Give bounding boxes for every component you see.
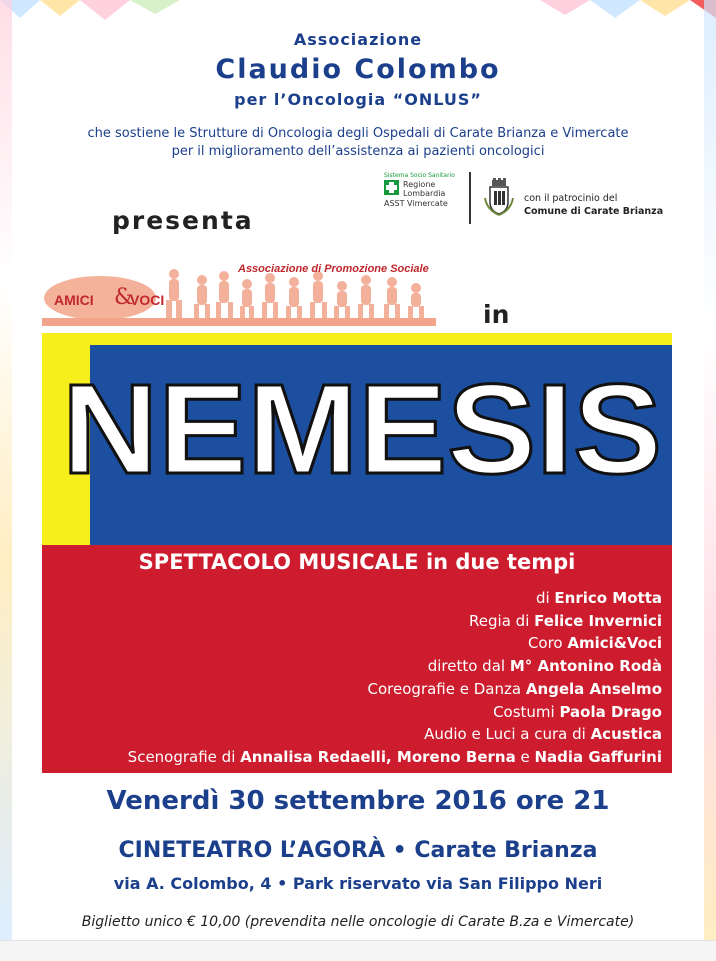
show-subtitle <box>42 550 672 574</box>
show-title: NEMESIS <box>62 358 662 501</box>
in-label: in <box>483 300 510 329</box>
patrocinio-line: Comune di Carate Brianza <box>524 206 664 217</box>
credit-line: Coro Amici&Voci <box>527 634 662 653</box>
association-label: Associazione <box>293 30 423 49</box>
credit-line: diretto dal M° Antonino Rodà <box>427 657 662 676</box>
amici-association-label: Associazione di Promozione Sociale <box>238 263 429 275</box>
sponsor-block <box>384 172 684 224</box>
patrocinio-line: con il patrocinio del <box>524 193 618 204</box>
bottom-strip <box>0 940 716 961</box>
presenta-label: presenta <box>112 206 254 235</box>
regione-line: Regione <box>403 180 436 189</box>
event-venue: CINETEATRO L’AGORÀ • Carate Brianza <box>118 838 598 863</box>
event-date: Venerdì 30 settembre 2016 ore 21 <box>106 786 610 816</box>
credit-line: Coreografie e Danza Angela Anselmo <box>367 679 662 698</box>
ticket-info: Biglietto unico € 10,00 (prevendita nelle oncologie di Carate B.za e Vimercate) <box>81 914 635 930</box>
amici-logo-left: AMICI <box>54 292 94 308</box>
credit-line: Scenografie di Annalisa Redaelli, Moreno Berna e Nadia Gaffurini <box>127 747 662 766</box>
show-title-block <box>42 333 672 545</box>
regione-label <box>403 180 445 198</box>
association-subtitle: per l’Oncologia “ONLUS” <box>234 90 482 109</box>
credit-line: Costumi Paola Drago <box>493 702 662 721</box>
credit-line: Audio e Luci a cura di Acustica <box>424 725 662 744</box>
asst-label: ASST Vimercate <box>384 199 448 208</box>
event-address: via A. Colombo, 4 • Park riservato via San Filippo Neri <box>113 874 603 893</box>
municipal-crest-icon <box>484 178 514 216</box>
sponsor-divider <box>469 172 471 224</box>
association-description <box>0 125 716 161</box>
regione-lombardia-icon <box>384 180 399 195</box>
credits-list <box>42 587 662 769</box>
amici-logo-right: VOCI <box>130 292 165 308</box>
subtitle-bold: SPETTACOLO MUSICALE <box>138 550 419 574</box>
bunting-decoration <box>0 0 716 22</box>
amici-voci-banner <box>42 260 436 328</box>
sistema-label: Sistema Socio Sanitario <box>384 172 455 179</box>
credit-line: di Enrico Motta <box>535 589 662 607</box>
association-name: Claudio Colombo <box>215 54 501 85</box>
regione-line: Lombardia <box>403 189 446 198</box>
treble-clef-icon: & <box>114 285 134 310</box>
description-line: per il miglioramento dell’assistenza ai pazienti oncologici <box>171 144 545 159</box>
description-line: che sostiene le Strutture di Oncologia degli Ospedali di Carate Brianza e Vimercate <box>87 126 629 141</box>
patrocinio-label <box>524 192 663 218</box>
credit-line: Regia di Felice Invernici <box>469 611 662 630</box>
subtitle-rest: in due tempi <box>425 550 576 574</box>
